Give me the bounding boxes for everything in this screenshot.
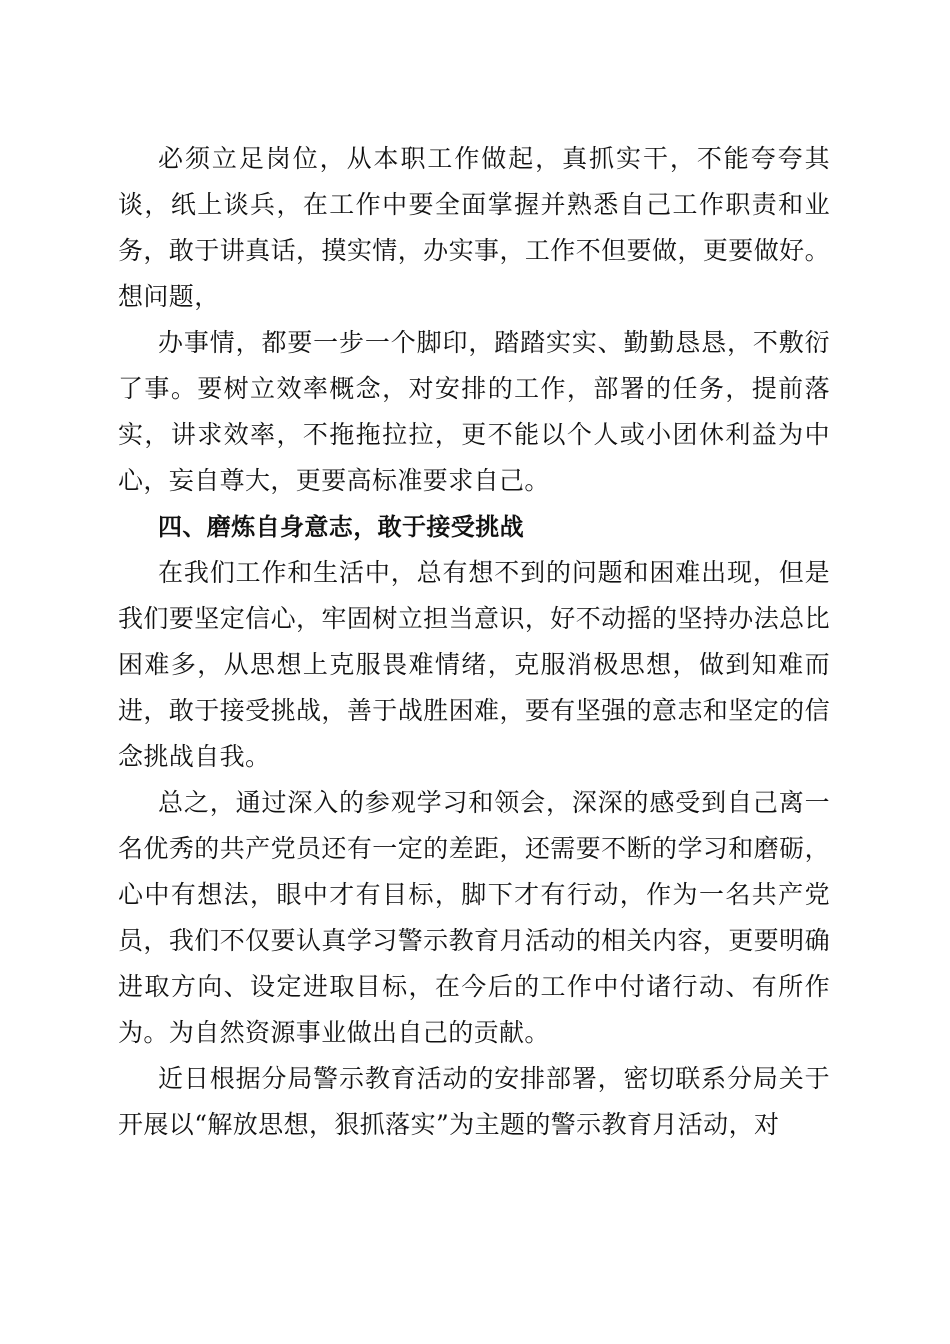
paragraph-2: 办事情，都要一步一个脚印，踏踏实实、勤勤恳恳，不敷衍了事。要树立效率概念，对安排的工作，部署的任务，提前落实，讲求效率，不拖拖拉拉，更不能以个人或小团休利益为中心，妄自尊大，更要高标准要求自己。 bbox=[118, 328, 830, 495]
paragraph-3: 在我们工作和生活中，总有想不到的问题和困难出现，但是我们要坚定信心，牢固树立担当意识，好不动摇的坚持办法总比困难多，从思想上克服畏难情绪，克服消极思想，做到知难而进，敢于接受挑战，善于战胜困难，要有坚强的意志和坚定的信念挑战自我。 bbox=[118, 558, 830, 771]
paragraph-1: 必须立足岗位，从本职工作做起，真抓实干，不能夸夸其谈，纸上谈兵，在工作中要全面掌握并熟悉自己工作职责和业务，敢于讲真话，摸实情，办实事，工作不但要做，更要做好。想问题， bbox=[118, 144, 830, 311]
section-heading-4: 四、磨炼自身意志，敢于接受挑战 bbox=[158, 513, 524, 541]
document-page bbox=[118, 136, 830, 1148]
paragraph-4: 总之，通过深入的参观学习和领会，深深的感受到自己离一名优秀的共产党员还有一定的差距，还需要不断的学习和磨砺，心中有想法，眼中才有目标，脚下才有行动，作为一名共产党员，我们不仅要认真学习警示教育月活动的相关内容，更要明确进取方向、设定进取目标，在今后的工作中付诸行动、有所作为。为自然资源事业做出自己的贡献。 bbox=[118, 788, 830, 1047]
paragraph-5: 近日根据分局警示教育活动的安排部署，密切联系分局关于开展以“解放思想，狠抓落实”为主题的警示教育月活动，对 bbox=[118, 1064, 830, 1139]
